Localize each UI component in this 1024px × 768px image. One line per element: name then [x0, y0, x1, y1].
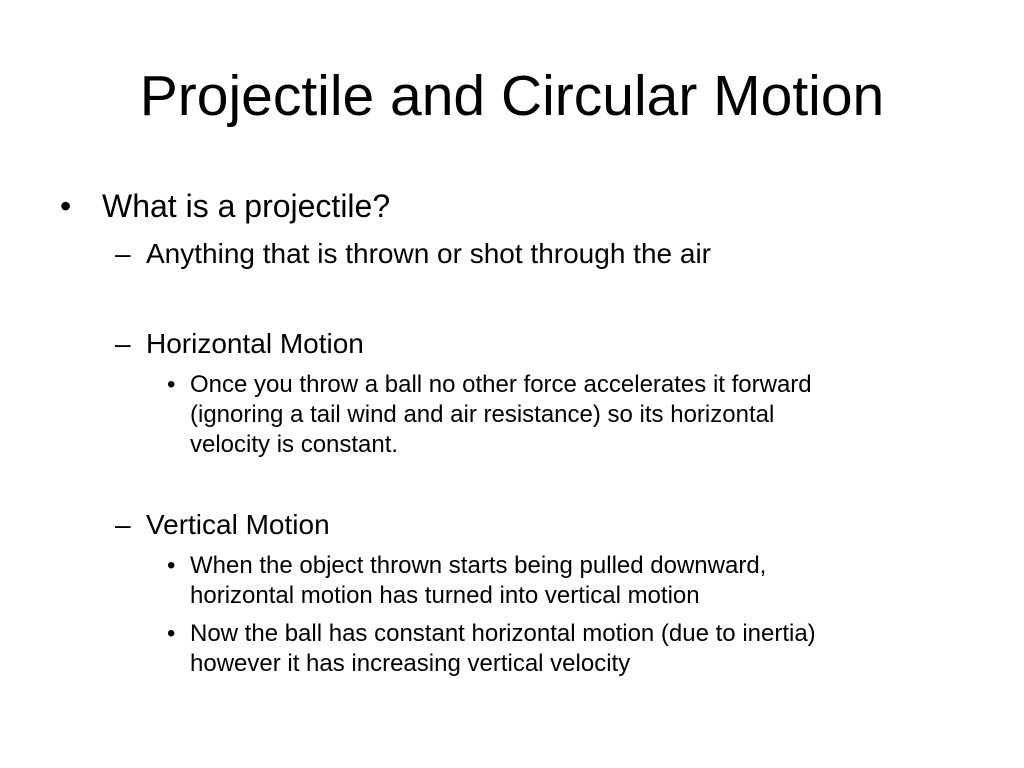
- horizontal-detail-line: velocity is constant.: [190, 431, 399, 458]
- slide-title: Projectile and Circular Motion: [139, 64, 885, 128]
- dash-marker: –: [115, 328, 131, 359]
- sub-bullet-definition: Anything that is thrown or shot through the air: [146, 238, 711, 269]
- dash-marker: –: [115, 509, 131, 540]
- dash-marker: –: [115, 238, 131, 269]
- vertical-detail-line: Now the ball has constant horizontal motion (due to inertia): [190, 620, 816, 647]
- bullet-marker: •: [167, 552, 176, 579]
- bullet-marker: •: [60, 188, 72, 224]
- horizontal-detail-line: Once you throw a ball no other force accelerates it forward: [190, 371, 812, 398]
- vertical-detail-line: horizontal motion has turned into vertical motion: [190, 582, 700, 609]
- bullet-marker: •: [167, 620, 176, 647]
- bullet-marker: •: [167, 371, 176, 398]
- vertical-detail-line: When the object thrown starts being pulled downward,: [190, 552, 767, 579]
- sub-bullet-vertical-motion: Vertical Motion: [146, 509, 330, 540]
- sub-bullet-horizontal-motion: Horizontal Motion: [146, 328, 364, 359]
- vertical-detail-line: however it has increasing vertical velocity: [190, 650, 631, 677]
- horizontal-detail-line: (ignoring a tail wind and air resistance) so its horizontal: [190, 401, 775, 428]
- bullet-what-is-projectile: What is a projectile?: [102, 188, 391, 224]
